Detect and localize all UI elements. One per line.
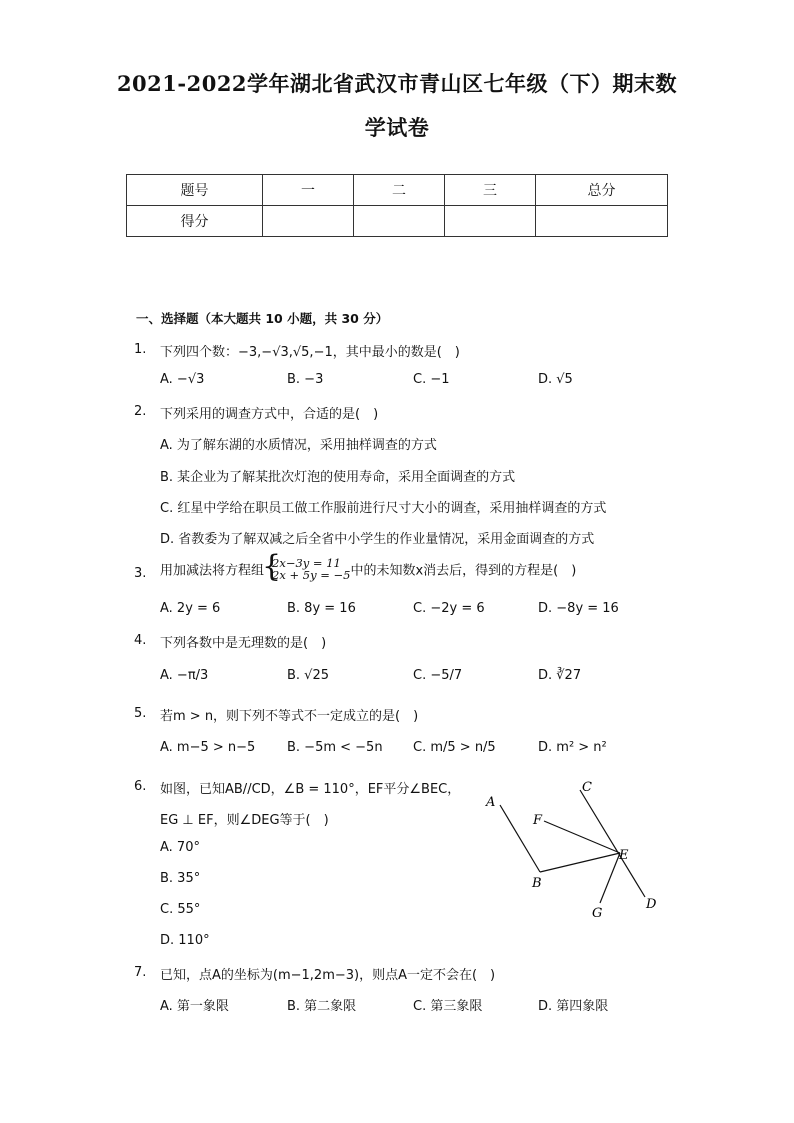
table-cell [263,206,354,237]
table-cell: 三 [445,175,536,206]
question-number: 2. [134,404,147,419]
line-cd [580,790,645,897]
option-b: B. √25 [287,668,330,683]
table-cell: 一 [263,175,354,206]
option-d: D. √5 [538,372,573,387]
option-c: C. −1 [413,372,450,387]
line-be [540,853,620,872]
table-cell: 得分 [127,206,263,237]
option-d: D. ∛27 [538,668,582,683]
stem-text: 中的未知数x消去后，得到的方程是( ) [350,563,577,579]
question-number: 7. [134,965,147,980]
label-d: D [646,897,657,912]
option-d: D. 110° [160,933,210,948]
equation-system [264,557,350,581]
table-cell: 总分 [536,175,668,206]
question-stem: 已知，点A的坐标为(m−1,2m−3)，则点A一定不会在( ) [160,968,496,983]
option-a: A. 70° [160,840,200,855]
question-stem-cont: EG ⊥ EF，则∠DEG等于( ) [160,813,329,828]
label-f: F [533,813,543,828]
option-a: A. m−5 > n−5 [160,740,256,755]
option-b: B. 某企业为了解某批次灯泡的使用寿命，采用全面调查的方式 [160,470,516,485]
label-e: E [619,848,629,863]
equation: 2x−3y = 11 [272,556,341,570]
option-d: D. 省教委为了解双减之后全省中小学生的作业量情况，采用金面调查的方式 [160,532,595,547]
label-g: G [592,906,603,921]
question-number: 1. [134,342,147,357]
table-row [127,206,668,237]
question-number: 4. [134,633,147,648]
option-a: A. 2y = 6 [160,601,221,616]
option-b: B. −5m < −5n [287,740,383,755]
question-stem [160,557,576,581]
section-heading: 一、选择题（本大题共 10 小题，共 30 分） [136,311,389,326]
label-c: C [582,780,592,795]
score-table [126,174,668,237]
table-cell [536,206,668,237]
option-c: C. −5/7 [413,668,463,683]
table-cell: 二 [354,175,445,206]
option-b: B. 第二象限 [287,999,357,1014]
page-title: 2021-2022学年湖北省武汉市青山区七年级（下）期末数 [116,71,678,96]
option-b: B. −3 [287,372,324,387]
option-c: C. m/5 > n/5 [413,740,496,755]
table-cell [445,206,536,237]
label-a: A [486,795,496,810]
option-b: B. 35° [160,871,201,886]
option-a: A. −√3 [160,372,205,387]
option-a: A. 第一象限 [160,999,229,1014]
question-number: 3. [134,566,147,581]
geometry-figure [480,775,670,925]
option-a: A. −π/3 [160,668,209,683]
option-d: D. m² > n² [538,740,607,755]
page-title-cont: 学试卷 [364,115,430,140]
table-cell [354,206,445,237]
equation: 2x + 5y = −5 [272,568,351,582]
option-d: D. −8y = 16 [538,601,619,616]
option-c: C. 红星中学给在职员工做工作服前进行尺寸大小的调查，采用抽样调查的方式 [160,501,607,516]
option-d: D. 第四象限 [538,999,609,1014]
table-cell: 题号 [127,175,263,206]
question-number: 5. [134,706,147,721]
option-c: C. 第三象限 [413,999,483,1014]
question-stem: 下列采用的调查方式中，合适的是( ) [160,407,379,422]
question-stem: 下列各数中是无理数的是( ) [160,636,327,651]
question-stem: 如图，已知AB//CD，∠B = 110°，EF平分∠BEC， [160,782,461,797]
label-b: B [532,876,542,891]
option-c: C. 55° [160,902,201,917]
option-b: B. 8y = 16 [287,601,356,616]
table-row [127,175,668,206]
question-stem: 若m > n，则下列不等式不一定成立的是( ) [160,709,419,724]
stem-text: 用加减法将方程组 [160,563,265,579]
option-c: C. −2y = 6 [413,601,485,616]
question-number: 6. [134,779,147,794]
option-a: A. 为了解东湖的水质情况，采用抽样调查的方式 [160,438,437,453]
line-eg [600,853,620,903]
question-stem: 下列四个数：−3,−√3,√5,−1，其中最小的数是( ) [160,345,460,360]
